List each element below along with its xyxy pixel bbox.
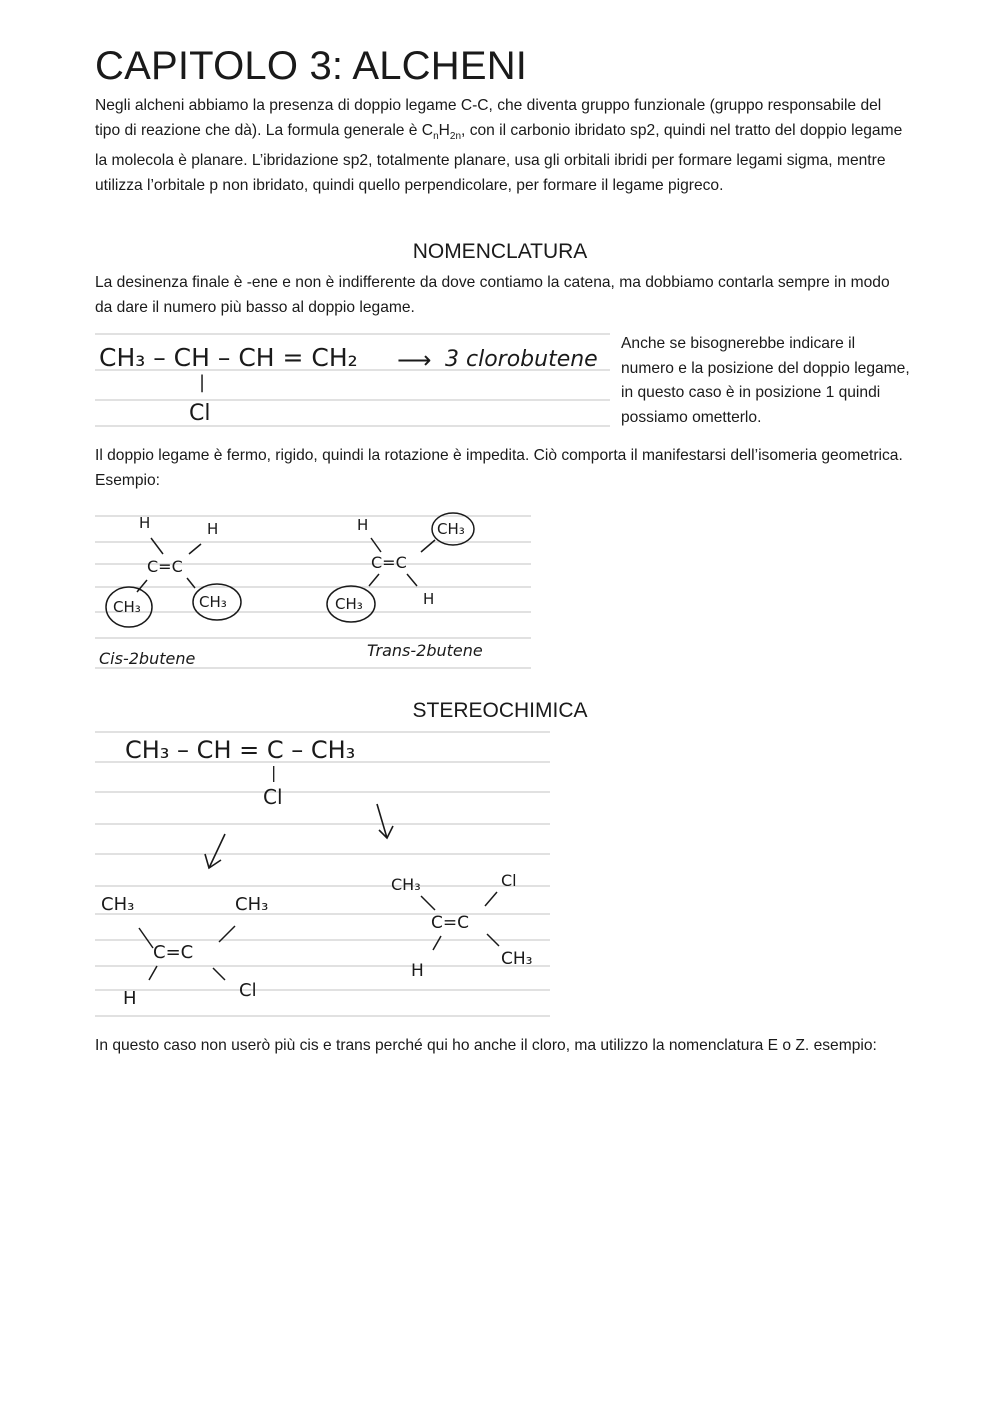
sketch1-name: 3 clorobutene: [445, 347, 598, 372]
nomenclatura-paragraph: La desinenza finale è -ene e non è indifferente da dove contiamo la catena, ma dobbiamo contarla sempre in modo da dare il numero più basso al doppio legame.: [95, 274, 890, 316]
stereo-formula: CH₃ – CH = C – CH₃: [125, 736, 356, 764]
trans-cc: C=C: [371, 553, 407, 572]
stereo-cl: Cl: [263, 785, 283, 809]
trans-ch3a: CH₃: [437, 520, 465, 538]
intro-text-2: , con il carbonio ibridato sp2, quindi nel tratto del doppio legame la molecola è planare. L’ibridazione sp2, totalmente planare, usa gli orbitali ibridi per formare legami sigma, mentre utilizza l’orbitale p non ibridato, quindi quello perpendicolare, per formare il legame pigreco.: [95, 121, 903, 194]
cis-ch3a: CH₃: [113, 598, 141, 616]
chapter-title: CAPITOLO 3: ALCHENI: [95, 44, 528, 88]
cis-label: Cis-2butene: [99, 649, 196, 668]
trans-h1: H: [357, 516, 369, 534]
intro-paragraph: [95, 94, 905, 198]
side-note: Anche se bisognerebbe indicare il numero e la posizione del doppio legame, in questo caso è in posizione 1 quindi possiamo ometterlo.: [621, 335, 910, 426]
left-ch3a: CH₃: [101, 894, 135, 915]
sketch1-arrow: ⟶: [397, 346, 432, 374]
isomeria-paragraph: Il doppio legame è fermo, rigido, quindi la rotazione è impedita. Ciò comporta il manifestarsi dell’isomeria geometrica. Esempio:: [95, 447, 903, 489]
right-ch3a: CH₃: [391, 875, 421, 894]
formula-h: H: [438, 121, 450, 139]
left-cl: Cl: [239, 980, 257, 1001]
trans-label: Trans-2butene: [367, 641, 483, 660]
sketch-stereochimica: [95, 728, 555, 1020]
trans-h2: H: [423, 590, 435, 608]
left-h: H: [123, 988, 137, 1009]
sketch1-bond: |: [199, 372, 206, 393]
stereo-bond: |: [271, 763, 277, 782]
stereo-right-molecule: [391, 871, 532, 981]
cis-ch3b: CH₃: [199, 593, 227, 611]
sketch1-cl: Cl: [189, 401, 211, 426]
trans-ch3b: CH₃: [335, 595, 363, 613]
left-ch3b: CH₃: [235, 894, 269, 915]
sketch-cis-trans: [95, 512, 535, 672]
ez-paragraph: In questo caso non userò più cis e trans perché qui ho anche il cloro, ma utilizzo la nomenclatura E o Z. esempio:: [95, 1037, 877, 1054]
stereo-left-molecule: [101, 894, 268, 1009]
heading-nomenclatura: NOMENCLATURA: [412, 240, 588, 263]
formula-sub-n: n: [433, 130, 439, 142]
left-cc: C=C: [153, 942, 194, 963]
right-cl: Cl: [501, 871, 517, 890]
right-ch3b: CH₃: [501, 949, 533, 969]
right-h: H: [411, 961, 424, 981]
cis-h2: H: [207, 520, 219, 538]
cis-molecule: [99, 514, 241, 668]
formula-sub-2n: 2n: [449, 130, 462, 142]
cis-h1: H: [139, 514, 151, 532]
heading-stereochimica: STEREOCHIMICA: [412, 699, 588, 722]
sketch1-formula: CH₃ – CH – CH = CH₂: [99, 343, 358, 372]
cis-cc: C=C: [147, 557, 183, 576]
right-cc: C=C: [431, 913, 469, 933]
sketch-clorobutene: [95, 330, 615, 430]
intro-text-1: Negli alcheni abbiamo la presenza di doppio legame C-C, che diventa gruppo funzionale (gruppo responsabile del tipo di reazione che dà). La formula generale è C: [95, 97, 882, 139]
